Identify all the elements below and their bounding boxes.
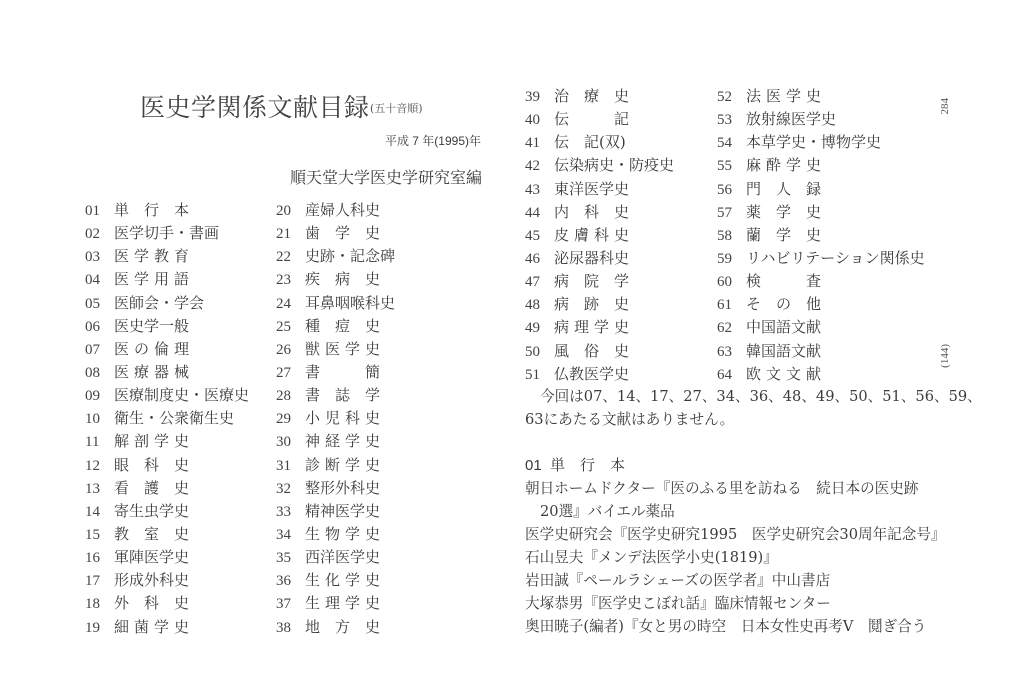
bibliography-entry [525,523,946,546]
category-item [276,477,395,500]
category-item [85,338,249,361]
category-label: 韓国語文献 [746,341,822,360]
category-number: 52 [717,89,732,105]
category-item [525,363,674,386]
category-label: 医の倫理 [114,339,189,358]
category-label: 風俗史 [554,341,629,360]
category-number: 06 [85,318,100,335]
category-item [276,384,395,407]
category-item [276,616,395,639]
category-item [276,454,395,477]
category-item [525,178,674,201]
category-number: 37 [276,596,291,613]
category-number: 59 [717,250,732,267]
category-number: 62 [717,320,732,337]
category-label: 仏教医学史 [554,364,630,383]
category-label: 医学用語 [114,270,189,289]
category-number: 61 [717,297,732,314]
category-label: 整形外科史 [305,478,381,497]
category-label: 史跡・記念碑 [305,247,396,266]
category-number: 36 [276,573,291,590]
category-number: 58 [717,227,732,244]
category-label: 眼科史 [114,455,189,474]
category-number: 47 [525,274,540,291]
bibliography-entry [525,592,946,615]
category-number: 01 [85,203,100,219]
category-number: 34 [276,526,291,543]
category-number: 43 [525,181,540,198]
note-line-1: 今回は07、14、17、27、34、36、48、49、50、51、56、59、 [540,388,982,405]
category-item [276,222,395,245]
category-label: 形成外科史 [114,571,190,590]
bibliography-list [525,477,946,638]
category-label: 薬学史 [746,202,821,221]
category-number: 09 [85,388,100,405]
category-label: 神経学史 [305,432,380,451]
category-item [276,523,395,546]
category-number: 35 [276,550,291,567]
category-number: 16 [85,550,100,567]
category-label: 皮膚科史 [554,225,629,244]
category-number: 31 [276,457,291,474]
category-number: 30 [276,434,291,451]
category-label: 単行本 [114,201,189,219]
entry-text: 医学史研究会『医学史研究1995 医学史研究会30周年記念号』 [525,526,946,543]
category-item [717,178,925,201]
category-number: 15 [85,526,100,543]
category-number: 26 [276,341,291,358]
publication-date: 平成 7 年(1995)年 [384,134,481,148]
section-label: 単行本 [550,457,625,474]
category-item [525,131,674,154]
no-entries-note [525,385,982,431]
category-label: 細菌学史 [114,617,189,636]
category-number: 42 [525,158,540,175]
category-label: 外科史 [114,594,189,613]
category-number: 17 [85,573,100,590]
category-number: 46 [525,250,540,267]
category-item [717,154,925,177]
category-label: 医療器械 [114,362,189,381]
category-item [525,201,674,224]
title-ordering-note: (五十音順) [370,102,423,115]
category-item [717,293,925,316]
entry-text: 石山昱夫『メンデ法医学小史(1819)』 [525,549,778,566]
category-item [717,270,925,293]
category-item [525,316,674,339]
category-number: 25 [276,318,291,335]
category-number: 33 [276,503,291,520]
category-label: その他 [746,295,821,314]
section-heading [525,454,625,477]
category-number: 11 [85,434,100,451]
category-item [276,268,395,291]
category-number: 22 [276,249,291,266]
category-item [276,199,395,222]
category-list-column-1 [85,199,249,639]
category-number: 64 [717,366,732,383]
category-item [717,108,925,131]
category-label: 医療制度史・医療史 [114,386,250,405]
category-number: 53 [717,112,732,129]
category-item [276,569,395,592]
category-label: 診断学史 [305,455,380,474]
category-label: 伝記 [554,110,629,129]
category-list-column-3 [525,85,674,386]
category-number: 32 [276,480,291,497]
category-label: 小児科史 [305,409,380,428]
entry-text: 大塚恭男『医学史こぼれ話』臨床情報センター [525,595,831,612]
category-number: 20 [276,203,291,219]
category-number: 02 [85,226,100,243]
category-number: 63 [717,343,732,360]
category-label: 病理学史 [554,318,629,337]
category-item [525,154,674,177]
category-item [85,592,249,615]
category-label: 東洋医学史 [554,179,630,198]
category-item [276,592,395,615]
category-item [276,500,395,523]
category-number: 19 [85,619,100,636]
category-item [276,292,395,315]
category-item [717,85,925,108]
category-item [276,315,395,338]
category-number: 50 [525,343,540,360]
category-number: 18 [85,596,100,613]
category-label: 書簡 [305,362,380,381]
section-number: 01 [525,457,542,474]
category-number: 56 [717,181,732,198]
category-number: 41 [525,135,540,152]
category-label: リハビリテーション関係史 [746,248,925,267]
category-label: 麻酔学史 [746,156,821,175]
category-label: 蘭学史 [746,225,821,244]
category-label: 病跡史 [554,295,629,314]
category-label: 内科史 [554,202,629,221]
category-label: 生理学史 [305,594,380,613]
category-label: 看護史 [114,478,189,497]
category-number: 10 [85,411,100,428]
page-number: 284 [939,98,951,115]
category-label: 欧文文献 [746,364,821,383]
category-item [525,85,674,108]
category-item [85,430,249,453]
category-label: 疾病史 [305,270,380,289]
note-line-2: 63にあたる文献はありません。 [525,411,735,428]
category-label: 寄生虫学史 [114,501,190,520]
category-label: 教室史 [114,524,189,543]
category-label: 伝 記(双) [554,133,626,152]
editor-credit: 順天堂大学医史学研究室編 [289,168,482,187]
category-item [525,247,674,270]
category-label: 医学教育 [114,247,189,266]
category-number: 48 [525,297,540,314]
category-item [276,430,395,453]
category-item [717,363,925,386]
category-number: 54 [717,135,732,152]
bibliography-entry [525,569,946,592]
category-label: 軍陣医学史 [114,548,190,567]
category-label: 書誌学 [305,386,380,405]
category-label: 歯学史 [305,224,380,243]
bibliography-entry [525,477,946,523]
category-item [717,224,925,247]
category-label: 地方史 [305,617,380,636]
category-item [276,245,395,268]
category-list-column-2 [276,199,395,639]
category-label: 病院学 [554,272,629,291]
category-label: 医学切手・書画 [114,224,220,243]
category-item [525,108,674,131]
category-label: 獣医学史 [305,339,380,358]
category-item [525,293,674,316]
category-item [85,616,249,639]
entry-text-continued: 20選』バイエル薬品 [540,503,675,520]
category-item [85,569,249,592]
category-item [85,245,249,268]
category-item [717,131,925,154]
category-number: 45 [525,227,540,244]
category-number: 51 [525,366,540,383]
category-item [85,454,249,477]
category-item [717,316,925,339]
category-label: 医師会・学会 [114,293,205,312]
category-item [525,340,674,363]
bibliography-entry [525,615,946,638]
category-number: 28 [276,388,291,405]
category-label: 中国語文献 [746,318,822,337]
category-number: 03 [85,249,100,266]
category-number: 55 [717,158,732,175]
category-number: 14 [85,503,100,520]
category-label: 泌尿器科史 [554,248,630,267]
category-number: 12 [85,457,100,474]
bibliography-entry [525,546,946,569]
category-item [717,340,925,363]
category-number: 21 [276,226,291,243]
category-label: 放射線医学史 [746,110,837,129]
category-number: 04 [85,272,100,289]
category-item [85,268,249,291]
category-item [85,407,249,430]
category-number: 57 [717,204,732,221]
category-label: 法医学史 [746,87,821,105]
category-number: 39 [525,89,540,105]
category-list-column-4 [717,85,925,386]
category-number: 40 [525,112,540,129]
category-number: 07 [85,341,100,358]
category-item [717,201,925,224]
page-sub-number: (144) [939,344,951,368]
category-label: 門人録 [746,179,821,198]
entry-text: 岩田誠『ペールラシェーズの医学者』中山書店 [525,572,831,589]
category-item [85,315,249,338]
category-number: 60 [717,274,732,291]
category-item [85,222,249,245]
category-number: 05 [85,295,100,312]
category-number: 49 [525,320,540,337]
category-number: 44 [525,204,540,221]
category-label: 生物学史 [305,524,380,543]
category-label: 検査 [746,272,821,291]
category-item [85,477,249,500]
entry-text: 朝日ホームドクター『医のふる里を訪ねる 続日本の医史跡 [525,480,919,497]
document-title: 医史学関係文献目録 [140,93,370,122]
category-item [85,292,249,315]
category-number: 08 [85,364,100,381]
category-label: 西洋医学史 [305,548,381,567]
category-item [85,500,249,523]
entry-text: 奥田暁子(編者)『女と男の時空 日本女性史再考Ⅴ 鬩ぎ合う [525,618,927,635]
category-number: 38 [276,619,291,636]
category-item [85,361,249,384]
category-label: 医史学一般 [114,316,190,335]
category-number: 27 [276,364,291,381]
category-number: 24 [276,295,291,312]
category-item [85,384,249,407]
category-number: 23 [276,272,291,289]
category-label: 本草学史・博物学史 [746,133,882,152]
category-item [85,523,249,546]
category-item [276,546,395,569]
category-label: 解剖学史 [114,432,189,451]
category-item [525,224,674,247]
category-item [276,407,395,430]
category-label: 治療史 [554,87,629,105]
category-item [717,247,925,270]
category-label: 精神医学史 [305,501,381,520]
category-item [525,270,674,293]
category-item [85,546,249,569]
category-label: 産婦人科史 [305,201,381,219]
category-item [85,199,249,222]
category-label: 耳鼻咽喉科史 [305,293,396,312]
category-label: 生化学史 [305,571,380,590]
category-item [276,338,395,361]
category-number: 29 [276,411,291,428]
category-label: 伝染病史・防疫史 [554,156,675,175]
category-item [276,361,395,384]
category-label: 衛生・公衆衛生史 [114,409,235,428]
category-number: 13 [85,480,100,497]
category-label: 種痘史 [305,316,380,335]
